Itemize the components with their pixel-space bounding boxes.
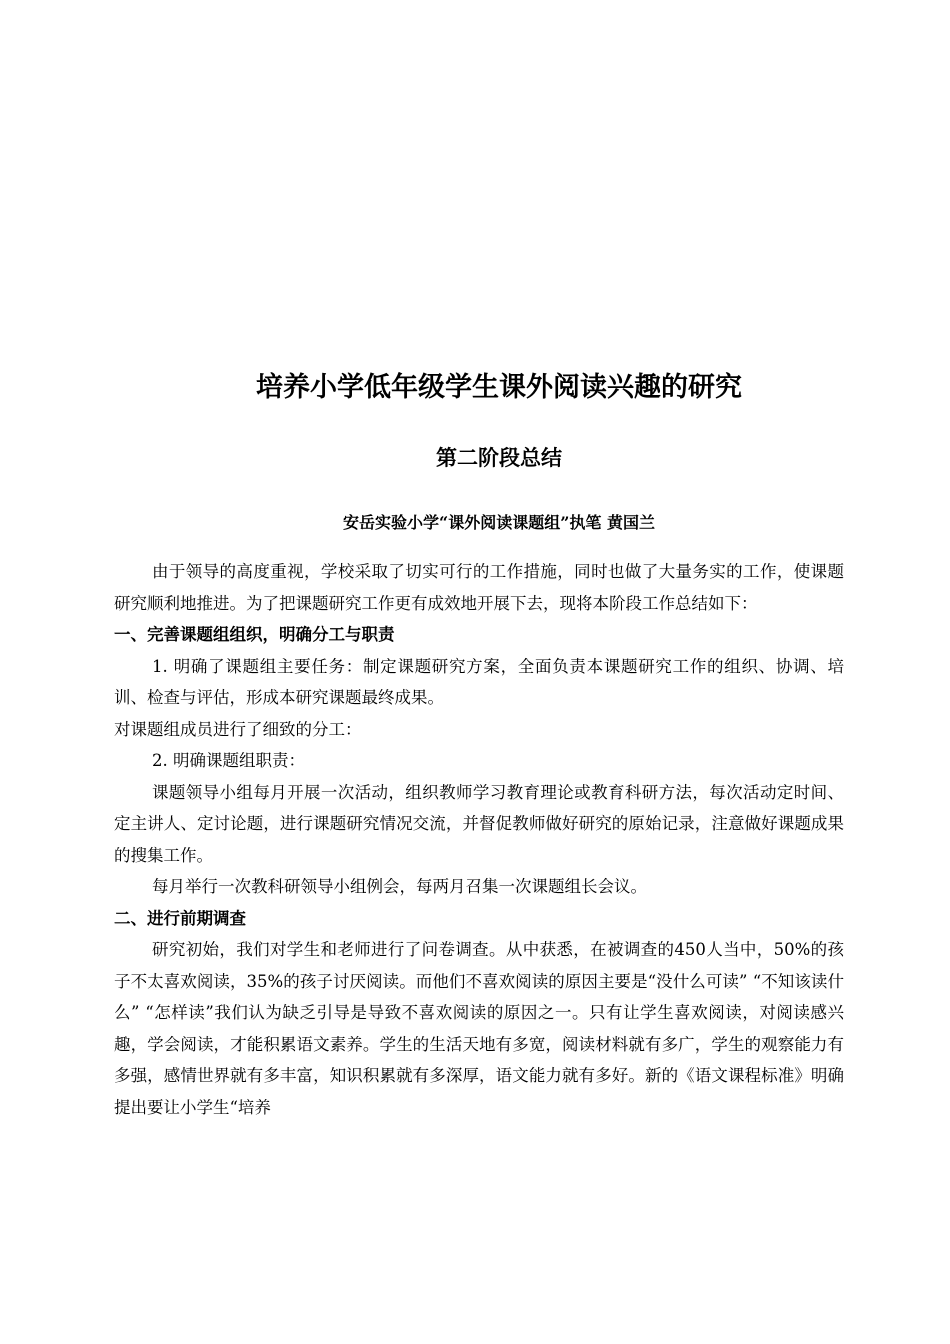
section-heading-2: 二、进行前期调查 xyxy=(114,908,246,928)
document-body xyxy=(114,556,844,1123)
document-author: 安岳实验小学“课外阅读课题组”执笔 黄国兰 xyxy=(343,513,655,532)
intro-paragraph: 由于领导的高度重视，学校采取了切实可行的工作措施，同时也做了大量务实的工作，使课题研究顺利地推进。为了把课题研究工作更有成效地开展下去，现将本阶段工作总结如下： xyxy=(114,562,844,613)
body-paragraph: 课题领导小组每月开展一次活动，组织教师学习教育理论或教育科研方法，每次活动定时间、定主讲人、定讨论题，进行课题研究情况交流，并督促教师做好研究的原始记录，注意做好课题成果的搜集工作。 xyxy=(114,782,844,865)
body-paragraph: 每月举行一次教科研领导小组例会，每两月召集一次课题组长会议。 xyxy=(152,877,647,896)
body-paragraph: 对课题组成员进行了细致的分工： xyxy=(114,719,362,739)
body-paragraph: 研究初始，我们对学生和老师进行了问卷调查。从中获悉，在被调查的450人当中，50%的孩子不太喜欢阅读，35%的孩子讨厌阅读。而他们不喜欢阅读的原因主要是“没什么可读” “不知该读什么” “怎样读”我们认为缺乏引导是导致不喜欢阅读的原因之一。只有让学生喜欢阅读，对阅读感兴趣，学会阅读，才能积累语文素养。学生的生活天地有多宽，阅读材料就有多广，学生的观察能力有多强，感情世界就有多丰富，知识积累就有多深厚，语文能力就有多好。新的《语文课程标准》明确提出要让小学生“培养 xyxy=(114,940,844,1117)
body-paragraph: 1. 明确了课题组主要任务：制定课题研究方案，全面负责本课题研究工作的组织、协调、培训、检查与评估，形成本研究课题最终成果。 xyxy=(114,656,844,707)
body-paragraph: 2. 明确课题组职责： xyxy=(152,751,305,770)
section-heading-1: 一、完善课题组组织，明确分工与职责 xyxy=(114,625,395,644)
document-title: 培养小学低年级学生课外阅读兴趣的研究 xyxy=(256,372,742,403)
document-subtitle: 第二阶段总结 xyxy=(436,445,562,470)
